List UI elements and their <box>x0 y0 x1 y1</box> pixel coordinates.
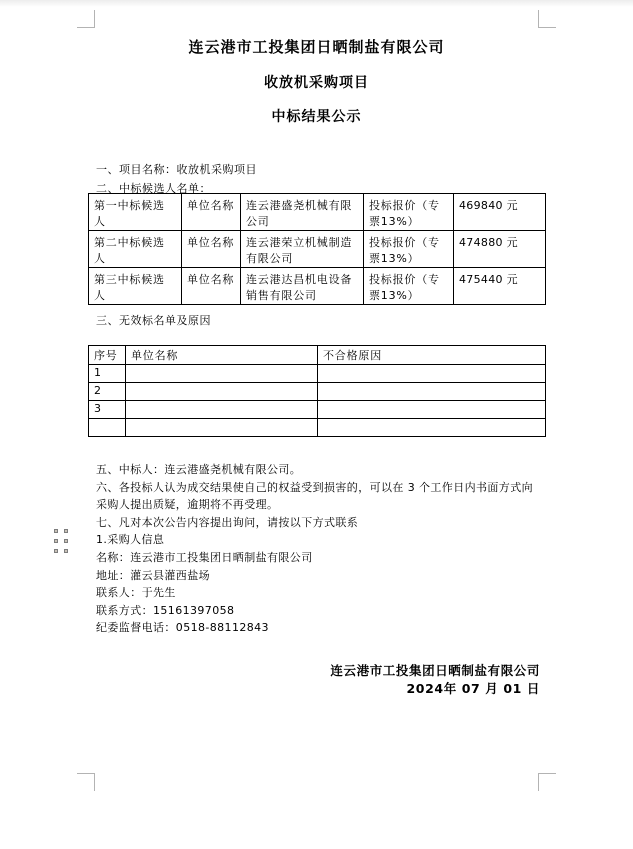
paragraph-drag-handle-icon[interactable] <box>54 529 68 553</box>
margin-crop-mark-top-right <box>538 10 556 28</box>
cell-company: 连云港达昌机电设备销售有限公司 <box>241 268 364 305</box>
invalid-row-3 <box>89 401 546 419</box>
cell-unit <box>126 419 318 437</box>
candidates-row-1 <box>89 194 546 231</box>
document-title-announcement: 中标结果公示 <box>271 109 362 125</box>
invalid-header-row <box>89 346 546 365</box>
cell-rank: 第二中标候选人 <box>89 231 182 268</box>
cell-amount: 475440 元 <box>454 268 546 305</box>
cell-unit <box>126 365 318 383</box>
header-unit: 单位名称 <box>126 346 318 365</box>
invalid-row-4 <box>89 419 546 437</box>
signature-company: 连云港市工投集团日晒制盐有限公司 <box>330 663 540 678</box>
invalid-row-1 <box>89 365 546 383</box>
header-no: 序号 <box>89 346 126 365</box>
margin-crop-mark-bottom-left <box>77 773 95 791</box>
buyer-contact-person: 联系人：于先生 <box>96 586 176 600</box>
cell-unit-label: 单位名称 <box>182 268 241 305</box>
cell-price-label: 投标报价（专票13%） <box>364 231 454 268</box>
section-7-contact-heading: 七、凡对本次公告内容提出询问，请按以下方式联系 <box>96 515 359 529</box>
supervision-phone: 纪委监督电话：0518-88112843 <box>96 621 269 635</box>
signature-date: 2024年 07 月 01 日 <box>406 681 540 696</box>
signature-block <box>330 662 540 698</box>
invalid-row-2 <box>89 383 546 401</box>
cell-unit-label: 单位名称 <box>182 194 241 231</box>
cell-reason <box>318 419 546 437</box>
cell-unit-label: 单位名称 <box>182 231 241 268</box>
cell-company: 连云港盛尧机械有限公司 <box>241 194 364 231</box>
section-1-project-name: 一、项目名称：收放机采购项目 <box>96 163 257 176</box>
cell-unit <box>126 383 318 401</box>
cell-unit <box>126 401 318 419</box>
cell-no: 2 <box>89 383 126 401</box>
buyer-address: 地址：灌云县灌西盐场 <box>96 568 210 582</box>
cell-amount: 469840 元 <box>454 194 546 231</box>
cell-company: 连云港荣立机械制造有限公司 <box>241 231 364 268</box>
candidates-row-2 <box>89 231 546 268</box>
cell-no: 3 <box>89 401 126 419</box>
cell-price-label: 投标报价（专票13%） <box>364 268 454 305</box>
cell-price-label: 投标报价（专票13%） <box>364 194 454 231</box>
cell-no <box>89 419 126 437</box>
section-2-candidates-heading: 二、中标候选人名单： <box>96 182 211 195</box>
buyer-info-heading: 1.采购人信息 <box>96 533 165 547</box>
document-title-project: 收放机采购项目 <box>264 75 369 91</box>
cell-reason <box>318 365 546 383</box>
section-5-winner: 五、中标人：连云港盛尧机械有限公司。 <box>96 463 302 476</box>
buyer-phone: 联系方式：15161397058 <box>96 603 235 617</box>
cell-rank: 第一中标候选人 <box>89 194 182 231</box>
header-reason: 不合格原因 <box>318 346 546 365</box>
candidates-table <box>88 193 546 305</box>
buyer-name: 名称：连云港市工投集团日晒制盐有限公司 <box>96 550 313 564</box>
cell-rank: 第三中标候选人 <box>89 268 182 305</box>
page-top-shade <box>0 0 633 7</box>
candidates-row-3 <box>89 268 546 305</box>
margin-crop-mark-top-left <box>77 10 95 28</box>
cell-no: 1 <box>89 365 126 383</box>
section-3-invalid-bids-heading: 三、无效标名单及原因 <box>96 314 211 327</box>
invalid-bids-table <box>88 345 546 437</box>
body-paragraphs <box>96 461 541 637</box>
cell-reason <box>318 401 546 419</box>
cell-amount: 474880 元 <box>454 231 546 268</box>
document-title-company: 连云港市工投集团日晒制盐有限公司 <box>188 38 445 56</box>
margin-crop-mark-bottom-right <box>538 773 556 791</box>
cell-reason <box>318 383 546 401</box>
section-6-objection-notice: 六、各投标人认为成交结果使自己的权益受到损害的，可以在 3 个工作日内书面方式向采购人提出质疑，逾期将不再受理。 <box>96 480 533 512</box>
